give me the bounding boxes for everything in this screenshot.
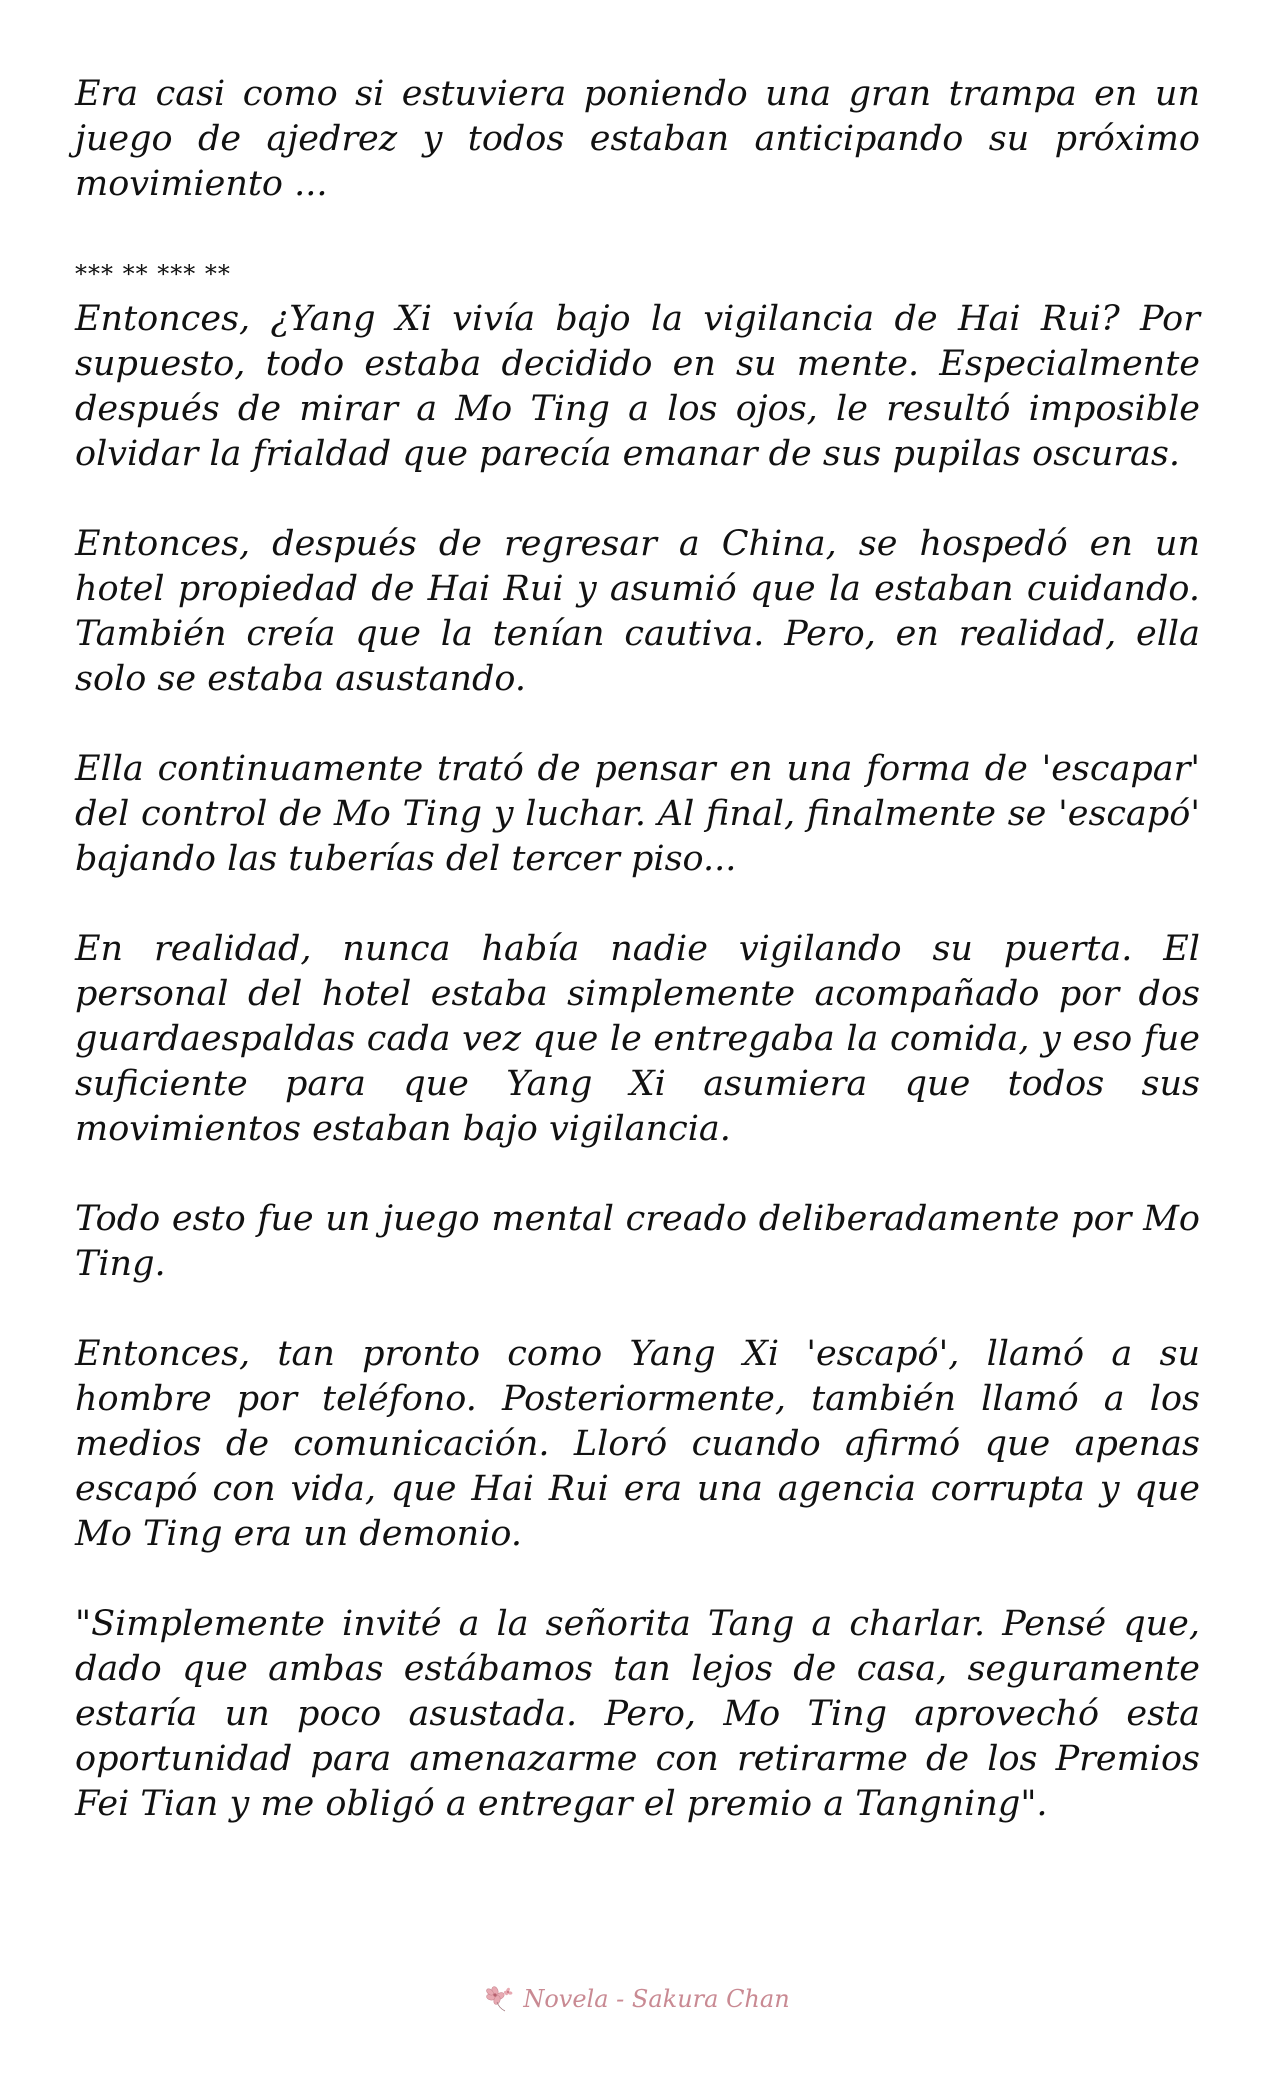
paragraph-1: Entonces, ¿Yang Xi vivía bajo la vigilancia de Hai Rui? Por supuesto, todo estaba decidido en su mente. Especialmente después de mirar a Mo Ting a los ojos, le resultó imposible olvidar la frialdad que parecía emanar de sus pupilas oscuras. [75,299,1200,474]
paragraph-7: "Simplemente invité a la señorita Tang a charlar. Pensé que, dado que ambas estábamos tan lejos de casa, seguramente estaría un poco asustada. Pero, Mo Ting aprovechó esta oportunidad para amenazarme con retirarme de los Premios Fei Tian y me obligó a entregar el premio a Tangning". [75,1604,1200,1824]
paragraph-gap [75,477,1200,522]
watermark [0,1984,1275,2014]
document-body [75,72,1200,1827]
intro-paragraph: Era casi como si estuviera poniendo una gran trampa en un juego de ajedrez y todos estaban anticipando su próximo movimiento ... [75,74,1200,204]
paragraph-4: En realidad, nunca había nadie vigilando su puerta. El personal del hotel estaba simplemente acompañado por dos guardaespaldas cada vez que le entregaba la comida, y eso fue suficiente para que Yang Xi asumiera que todos sus movimientos estaban bajo vigilancia. [75,929,1200,1149]
paragraph-gap [75,882,1200,927]
watermark-text: Novela - Sakura Chan [523,1985,790,2013]
paragraph-2: Entonces, después de regresar a China, se hospedó en un hotel propiedad de Hai Rui y asumió que la estaban cuidando. También creía que la tenían cautiva. Pero, en realidad, ella solo se estaba asustando. [75,524,1200,699]
paragraph-gap [75,702,1200,747]
section-separator: *** ** *** ** [75,260,231,288]
paragraph-5: Todo esto fue un juego mental creado deliberadamente por Mo Ting. [75,1199,1200,1284]
paragraph-gap [75,1287,1200,1332]
paragraph-gap [75,207,1200,252]
paragraph-3: Ella continuamente trató de pensar en una forma de 'escapar' del control de Mo Ting y luchar. Al final, finalmente se 'escapó' bajando las tuberías del tercer piso... [75,749,1200,879]
paragraph-6: Entonces, tan pronto como Yang Xi 'escapó', llamó a su hombre por teléfono. Posteriormente, también llamó a los medios de comunicación. Lloró cuando afirmó que apenas escapó con vida, que Hai Rui era una agencia corrupta y que Mo Ting era un demonio. [75,1334,1200,1554]
sakura-flower-icon [485,1984,515,2014]
paragraph-gap [75,1152,1200,1197]
paragraph-gap [75,1557,1200,1602]
